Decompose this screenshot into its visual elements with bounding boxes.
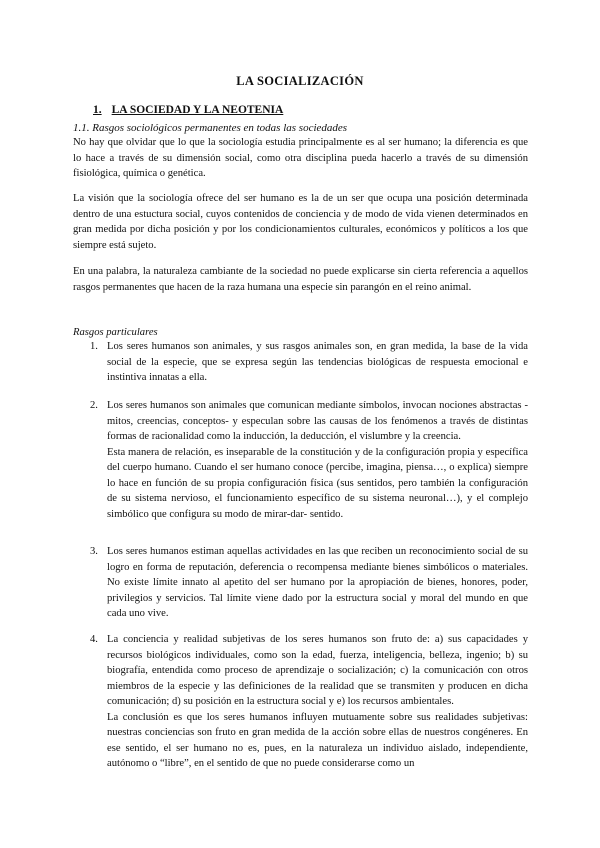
section-number: 1.: [93, 104, 102, 116]
list-item-text: La conclusión es que los seres humanos influyen mutuamente sobre sus realidades subjetivas: nuestras conciencias son fruto en gran medida de la acción sobre ellas de nuestros congéneres. En ese sentido, el ser humano no es, pues, en la naturaleza un individuo aislado, independiente, autónomo o “libre”, en el sentido de que no puede considerarse como un: [107, 711, 528, 769]
list-item-text: Esta manera de relación, es inseparable de la constitución y de la configuración propia y específica del cuerpo humano. Cuando el ser humano conoce (percibe, imagina, piensa…, o explica) siempre lo hace en función de su propia configuración física (sus sentidos, pero también la configuración de su sistema nervioso, el funcionamiento específico de su sistema neuronal…), y el complejo simbólico que configura su modo de mirar-dar- sentido.: [107, 446, 528, 520]
list-item-number: 1.: [90, 341, 98, 352]
list-item-text: La conciencia y realidad subjetivas de los seres humanos son fruto de: a) sus capacidades y recursos biológicos individuales, como son la edad, fuerza, inteligencia, belleza, ingenio; b) su biografía, entendida como proceso de aprendizaje o socialización; c) la comunicación con otros miembros de la especie y las definiciones de la realidad que se transmiten y producen en dicha comunicación; d) su posición en la estructura social y e) los recursos ambientales.: [107, 634, 528, 707]
paragraph: La visión que la sociología ofrece del ser humano es la de un ser que ocupa una posición determinada dentro de una estuctura social, cuyos contenidos de conciencia y de modo de vida vienen determinados en gran medida por dicha posición y por los condicionamientos culturales, económicos y políticos a los que siempre está sujeto.: [73, 193, 528, 251]
page-title: LA SOCIALIZACIÓN: [236, 74, 364, 88]
paragraph: En una palabra, la naturaleza cambiante de la sociedad no puede explicarse sin cierta referencia a aquellos rasgos permanentes que hacen de la raza humana una especie sin parangón en el reino animal.: [73, 266, 528, 293]
subsection-heading: 1.1. Rasgos sociológicos permanentes en todas las sociedades: [73, 122, 348, 134]
list-item-text: Los seres humanos son animales que comunican mediante símbolos, invocan nociones abstractas -mitos, creencias, conceptos- y especulan sobre las causas de los fenómenos a través de distintas formas de racionalidad como la inducción, la deducción, el vislumbre y la creencia.: [107, 400, 528, 442]
list-item: [73, 339, 528, 386]
list-item-text: Los seres humanos son animales, y sus rasgos animales son, en gran medida, la base de la vida social de la especie, que se expresa según las tendencias biológicas de respuesta emocional e instintiva innatas a ella.: [107, 341, 528, 383]
list-item-text: Los seres humanos estiman aquellas actividades en las que reciben un reconocimiento social de su logro en forma de reputación, deferencia o recompensa mediante bienes simbólicos o materiales. No existe límite innato al apetito del ser humano por la apropiación de bienes, honores, poder, privilegios y servicios. Tal límite viene dado por la estructura social y moral del mundo en que cada uno vive.: [107, 546, 528, 619]
list-item-number: 2.: [90, 400, 98, 411]
section-heading: [93, 104, 283, 116]
particulares-heading: Rasgos particulares: [73, 327, 158, 338]
list-item: [73, 544, 528, 622]
list-item-number: 3.: [90, 546, 98, 557]
list-item: [73, 398, 528, 522]
list-item-number: 4.: [90, 634, 98, 645]
list-item: [73, 632, 528, 772]
paragraph: No hay que olvidar que lo que la sociología estudia principalmente es al ser humano; la diferencia es que lo hace a través de su dimensión social, como otra disciplina pueda hacerlo a través de su dimensión fisiológica, química o genética.: [73, 137, 528, 179]
section-label: LA SOCIEDAD Y LA NEOTENIA: [111, 104, 284, 116]
